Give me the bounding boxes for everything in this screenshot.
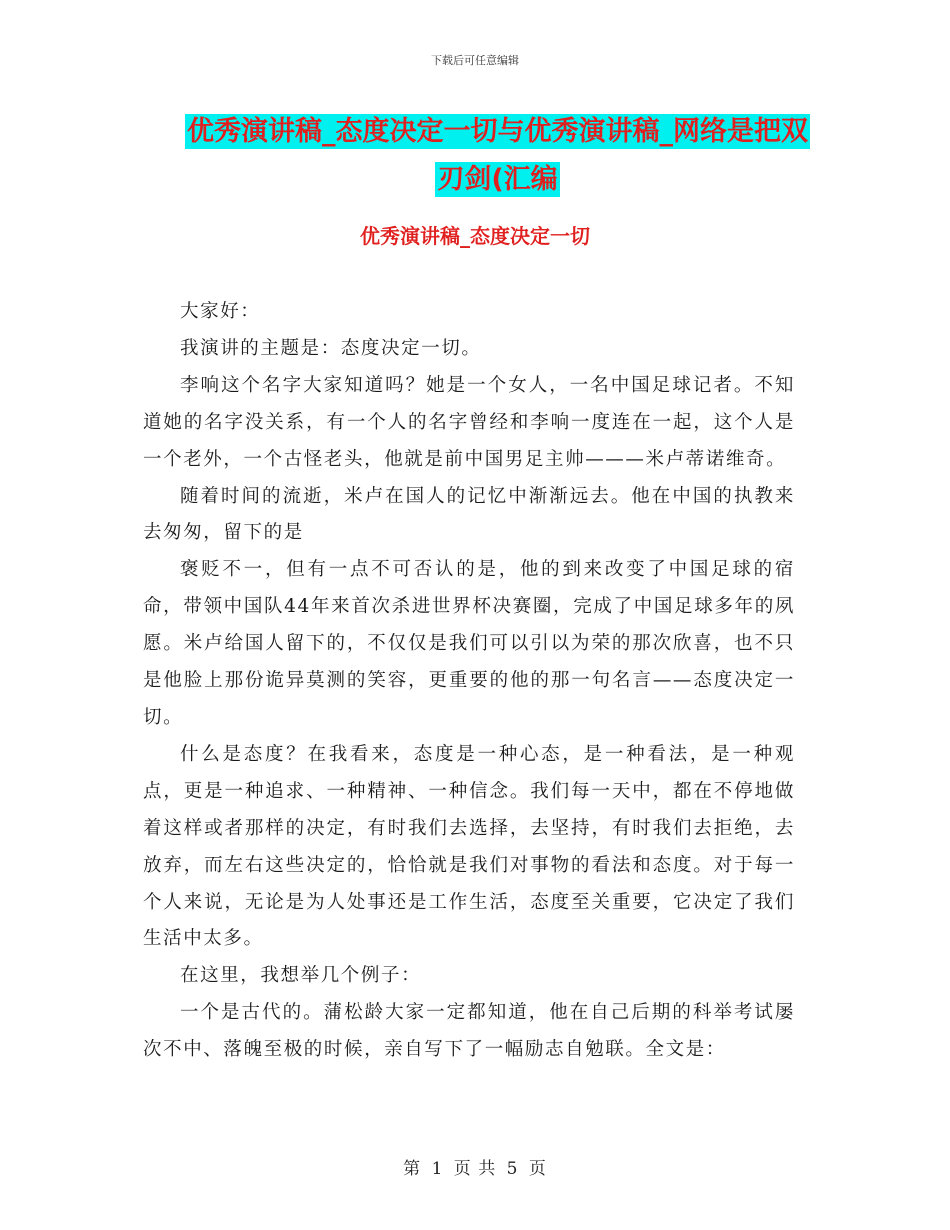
current-page-number: 1: [431, 1159, 444, 1179]
page-footer: [0, 1154, 950, 1179]
document-title: [185, 108, 810, 204]
paragraph: 随着时间的流逝，米卢在国人的记忆中渐渐远去。他在中国的执教来去匆匆，留下的是: [143, 485, 795, 544]
footer-prefix: 第: [403, 1159, 422, 1179]
paragraph: 褒贬不一，但有一点不可否认的是，他的到来改变了中国足球的宿命，带领中国队44年来首次杀进世界杯决赛圈，完成了中国足球多年的夙愿。米卢给国人留下的，不仅仅是我们可以引以为荣的那次欣喜，也不只是他脸上那份诡异莫测的笑容，更重要的他的那一句名言——态度决定一切。: [143, 559, 795, 728]
header-note: 下载后可任意编辑: [431, 54, 519, 67]
footer-suffix: 页: [528, 1159, 547, 1179]
paragraph: 我演讲的主题是：态度决定一切。: [180, 337, 482, 359]
document-title-line-1: 优秀演讲稿_态度决定一切与优秀演讲稿_网络是把双: [187, 116, 808, 147]
paragraph: 大家好：: [180, 301, 261, 322]
section-title: 优秀演讲稿_态度决定一切: [360, 224, 590, 248]
document-title-line-2: 刃剑(汇编: [437, 164, 558, 195]
total-page-count: 5: [506, 1159, 519, 1179]
body-text: [143, 294, 795, 1069]
paragraph: 李响这个名字大家知道吗？她是一个女人，一名中国足球记者。不知道她的名字没关系，有一个人的名字曾经和李响一度连在一起，这个人是一个老外，一个古怪老头，他就是前中国男足主帅———米卢蒂诺维奇。: [143, 374, 795, 470]
paragraph: 一个是古代的。蒲松龄大家一定都知道，他在自己后期的科举考试屡次不中、落魄至极的时候，亲自写下了一幅励志自勉联。全文是：: [143, 1002, 795, 1061]
paragraph: 什么是态度？在我看来，态度是一种心态，是一种看法，是一种观点，更是一种追求、一种精神、一种信念。我们每一天中，都在不停地做着这样或者那样的决定，有时我们去选择，去坚持，有时我们去拒绝，去放弃，而左右这些决定的，恰恰就是我们对事物的看法和态度。对于每一个人来说，无论是为人处事还是工作生活，态度至关重要，它决定了我们生活中太多。: [143, 743, 795, 950]
footer-middle: 页 共: [453, 1159, 497, 1179]
paragraph: 在这里，我想举几个例子：: [180, 965, 422, 987]
